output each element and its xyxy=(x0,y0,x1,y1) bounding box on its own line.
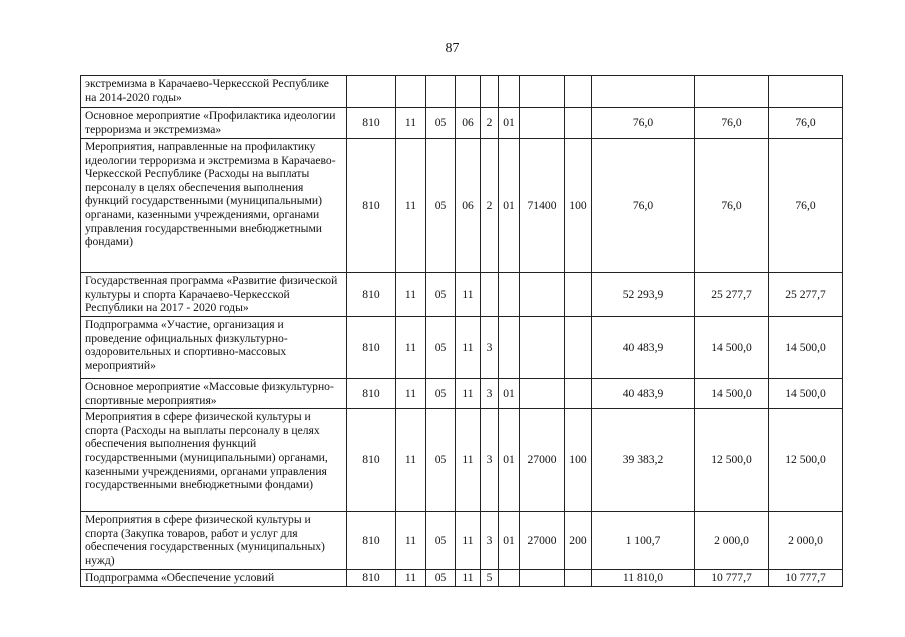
cell-c3: 05 xyxy=(426,512,456,570)
cell-c6: 01 xyxy=(499,139,520,273)
cell-v1: 39 383,2 xyxy=(592,409,695,512)
cell-c8 xyxy=(565,108,592,139)
row-name-cell: Государственная программа «Развитие физической культуры и спорта Карачаево-Черкесской Республики на 2017 - 2020 годы» xyxy=(81,273,347,317)
cell-c7: 27000 xyxy=(520,512,565,570)
cell-c2: 11 xyxy=(396,379,426,409)
cell-c5: 3 xyxy=(481,512,499,570)
table-row xyxy=(81,512,843,570)
cell-c5: 2 xyxy=(481,139,499,273)
cell-c1: 810 xyxy=(347,409,396,512)
cell-c3: 05 xyxy=(426,379,456,409)
cell-v2 xyxy=(695,76,769,108)
cell-c5: 5 xyxy=(481,570,499,587)
cell-c3: 05 xyxy=(426,570,456,587)
cell-c4 xyxy=(456,76,481,108)
cell-c3: 05 xyxy=(426,317,456,379)
row-name-cell: Подпрограмма «Участие, организация и проведение официальных физкультурно-оздоровительных и спортивно-массовых мероприятий» xyxy=(81,317,347,379)
cell-c2: 11 xyxy=(396,139,426,273)
cell-c1: 810 xyxy=(347,317,396,379)
table-row xyxy=(81,409,843,512)
cell-c6: 01 xyxy=(499,512,520,570)
cell-v2: 2 000,0 xyxy=(695,512,769,570)
cell-v1: 76,0 xyxy=(592,139,695,273)
cell-v1: 11 810,0 xyxy=(592,570,695,587)
cell-c5: 3 xyxy=(481,317,499,379)
cell-v2: 76,0 xyxy=(695,139,769,273)
cell-c8: 200 xyxy=(565,512,592,570)
cell-c2: 11 xyxy=(396,273,426,317)
cell-c1: 810 xyxy=(347,570,396,587)
cell-v1: 40 483,9 xyxy=(592,317,695,379)
cell-v3 xyxy=(769,76,843,108)
cell-c1: 810 xyxy=(347,139,396,273)
cell-v2: 14 500,0 xyxy=(695,379,769,409)
row-name-cell: Основное мероприятие «Профилактика идеологии терроризма и экстремизма» xyxy=(81,108,347,139)
cell-c5: 3 xyxy=(481,379,499,409)
row-name-cell: Мероприятия в сфере физической культуры и спорта (Закупка товаров, работ и услуг для обеспечения государственных (муниципальных) нужд) xyxy=(81,512,347,570)
table-row xyxy=(81,570,843,587)
cell-c4: 11 xyxy=(456,317,481,379)
cell-v1: 1 100,7 xyxy=(592,512,695,570)
cell-c7 xyxy=(520,273,565,317)
row-name-cell: Основное мероприятие «Массовые физкультурно-спортивные мероприятия» xyxy=(81,379,347,409)
cell-c6 xyxy=(499,76,520,108)
cell-c1: 810 xyxy=(347,108,396,139)
cell-c7 xyxy=(520,317,565,379)
cell-v2: 10 777,7 xyxy=(695,570,769,587)
cell-c4: 11 xyxy=(456,379,481,409)
budget-table xyxy=(80,75,843,587)
cell-c6 xyxy=(499,317,520,379)
cell-v3: 25 277,7 xyxy=(769,273,843,317)
cell-v1: 52 293,9 xyxy=(592,273,695,317)
cell-c7 xyxy=(520,379,565,409)
table-row xyxy=(81,379,843,409)
row-name-cell: Мероприятия, направленные на профилактику идеологии терроризма и экстремизма в Карачаево-Черкесской Республике (Расходы на выплаты персоналу в целях обеспечения выполнения функций государственными (муниципальными) органами, казенными учреждениями, органами управления государственными внебюджетными фондами) xyxy=(81,139,347,273)
page-number: 87 xyxy=(445,41,460,56)
cell-c5: 3 xyxy=(481,409,499,512)
cell-c8 xyxy=(565,76,592,108)
cell-v1: 40 483,9 xyxy=(592,379,695,409)
cell-v1 xyxy=(592,76,695,108)
cell-c2: 11 xyxy=(396,512,426,570)
cell-c6 xyxy=(499,570,520,587)
cell-c5 xyxy=(481,76,499,108)
row-name-cell: Подпрограмма «Обеспечение условий xyxy=(81,570,347,587)
cell-v3: 2 000,0 xyxy=(769,512,843,570)
cell-c6: 01 xyxy=(499,379,520,409)
cell-c6: 01 xyxy=(499,409,520,512)
cell-v3: 12 500,0 xyxy=(769,409,843,512)
cell-c3: 05 xyxy=(426,273,456,317)
cell-v2: 14 500,0 xyxy=(695,317,769,379)
cell-c1: 810 xyxy=(347,379,396,409)
cell-c4: 06 xyxy=(456,108,481,139)
cell-c5: 2 xyxy=(481,108,499,139)
cell-c4: 11 xyxy=(456,570,481,587)
cell-c7: 71400 xyxy=(520,139,565,273)
row-name-cell: Мероприятия в сфере физической культуры и спорта (Расходы на выплаты персоналу в целях обеспечения выполнения функций государственными (муниципальными) органами, казенными учреждениями, органами управления государственными внебюджетными фондами) xyxy=(81,409,347,512)
cell-c2: 11 xyxy=(396,409,426,512)
cell-c8: 100 xyxy=(565,409,592,512)
table-row xyxy=(81,273,843,317)
cell-c4: 11 xyxy=(456,512,481,570)
cell-c4: 06 xyxy=(456,139,481,273)
table-row xyxy=(81,139,843,273)
cell-c2 xyxy=(396,76,426,108)
cell-c1 xyxy=(347,76,396,108)
cell-v3: 10 777,7 xyxy=(769,570,843,587)
cell-c8 xyxy=(565,273,592,317)
cell-v3: 76,0 xyxy=(769,108,843,139)
cell-c1: 810 xyxy=(347,512,396,570)
cell-c4: 11 xyxy=(456,273,481,317)
cell-c3 xyxy=(426,76,456,108)
cell-c8 xyxy=(565,379,592,409)
cell-v2: 25 277,7 xyxy=(695,273,769,317)
table-row xyxy=(81,108,843,139)
table-body xyxy=(81,76,843,587)
cell-v1: 76,0 xyxy=(592,108,695,139)
cell-v3: 76,0 xyxy=(769,139,843,273)
cell-c2: 11 xyxy=(396,317,426,379)
cell-c8 xyxy=(565,570,592,587)
cell-c7 xyxy=(520,570,565,587)
cell-v3: 14 500,0 xyxy=(769,317,843,379)
cell-c2: 11 xyxy=(396,108,426,139)
cell-c8: 100 xyxy=(565,139,592,273)
cell-c5 xyxy=(481,273,499,317)
cell-c7: 27000 xyxy=(520,409,565,512)
cell-c6 xyxy=(499,273,520,317)
cell-c7 xyxy=(520,108,565,139)
cell-c3: 05 xyxy=(426,108,456,139)
row-name-cell: экстремизма в Карачаево-Черкесской Республике на 2014-2020 годы» xyxy=(81,76,347,108)
cell-c3: 05 xyxy=(426,409,456,512)
table-row xyxy=(81,317,843,379)
cell-c8 xyxy=(565,317,592,379)
cell-c7 xyxy=(520,76,565,108)
cell-v2: 12 500,0 xyxy=(695,409,769,512)
cell-v3: 14 500,0 xyxy=(769,379,843,409)
cell-c6: 01 xyxy=(499,108,520,139)
cell-c2: 11 xyxy=(396,570,426,587)
cell-c1: 810 xyxy=(347,273,396,317)
table-row xyxy=(81,76,843,108)
cell-c3: 05 xyxy=(426,139,456,273)
cell-v2: 76,0 xyxy=(695,108,769,139)
cell-c4: 11 xyxy=(456,409,481,512)
